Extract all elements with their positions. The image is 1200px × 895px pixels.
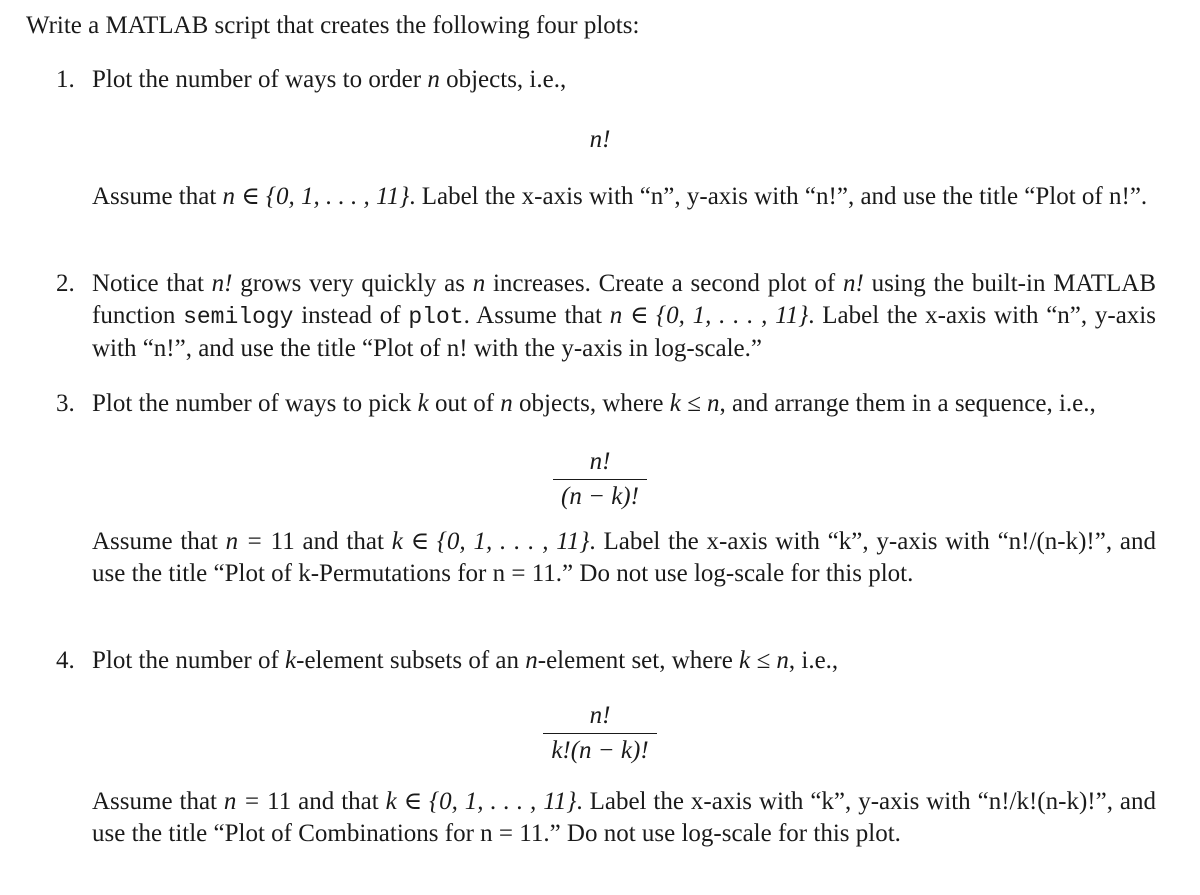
item-text: , and arrange them in a sequence, i.e., (719, 390, 1096, 417)
fraction-numerator: n! (589, 448, 611, 475)
math-var: n (525, 647, 538, 674)
code-semilogy: semilogy (183, 304, 294, 330)
item-text: grows very quickly as (232, 270, 473, 297)
formula-text: n! (589, 126, 611, 153)
fraction-numerator: n! (589, 702, 611, 729)
item-number: 1. (56, 66, 75, 93)
item-text: out of (428, 390, 501, 417)
item-text: Assume that (92, 183, 223, 210)
math-set: n ∈ {0, 1, . . . , 11} (609, 302, 809, 329)
math-set: k ∈ {0, 1, . . . , 11} (391, 528, 590, 555)
item-text: increases. Create a second plot of (485, 270, 843, 297)
item-text: . Label the x-axis with “n”, y-axis with “n!”, and use the title “Plot of n!”. (409, 183, 1148, 210)
formula-factorial (0, 124, 1200, 156)
math-eq: n = (225, 528, 271, 555)
math-var: n (472, 270, 486, 297)
item-number: 4. (56, 647, 75, 674)
math-ineq: k ≤ n (669, 390, 720, 417)
math-eq: n = (223, 788, 268, 815)
intro-text: Write a MATLAB script that creates the following four plots: (26, 12, 640, 39)
item-text: instead of (293, 302, 409, 329)
math-set: k ∈ {0, 1, . . . , 11} (385, 788, 577, 815)
item-text: 11 and that (267, 788, 386, 815)
item-text: Assume that (92, 528, 226, 555)
item-text: Plot the number of ways to order (92, 66, 428, 93)
math-var: n! (842, 270, 864, 297)
item-text: . Label the x-axis with “k”, y-axis with “n!/k!(n-k)!”, and use the title “Plot of Combinations for n = 11.” Do not use log-scale for this plot. (92, 788, 1156, 847)
item-text: . Label the x-axis with “n”, y-axis with “n!”, and use the title “Plot of n! with the y-axis in log-scale.” (92, 302, 1156, 362)
fraction (543, 700, 656, 767)
fraction-denominator: k!(n − k)! (551, 737, 649, 764)
item-number: 2. (56, 270, 75, 297)
fraction-bar (543, 733, 656, 734)
math-var: n (500, 390, 513, 417)
item-text: . Label the x-axis with “k”, y-axis with “n!/(n-k)!”, and use the title “Plot of k-Permutations for n = 11.” Do not use log-scale for this plot. (92, 528, 1156, 587)
math-set: n ∈ {0, 1, . . . , 11} (222, 183, 410, 210)
item-text: using the built-in MATLAB function (92, 270, 1156, 329)
math-var: k (417, 390, 429, 417)
item-text: objects, i.e., (439, 66, 567, 93)
item-text: Plot the number of ways to pick (92, 390, 418, 417)
formula-combinations (0, 700, 1200, 767)
fraction-bar (553, 479, 647, 480)
math-var: n (427, 66, 440, 93)
math-var: k (285, 647, 297, 674)
item-text: -element subsets of an (296, 647, 526, 674)
math-var: n! (211, 270, 233, 297)
item-number: 3. (56, 390, 75, 417)
item-text: . Assume that (463, 302, 610, 329)
math-ineq: k ≤ n (739, 647, 789, 674)
item-text: , i.e., (788, 647, 839, 674)
item-text: 11 and that (270, 528, 392, 555)
fraction-denominator: (n − k)! (561, 483, 639, 510)
code-plot: plot (408, 304, 464, 330)
item-text: Plot the number of (92, 647, 286, 674)
item-text: objects, where (512, 390, 670, 417)
formula-permutations (0, 446, 1200, 513)
item-text: -element set, where (537, 647, 740, 674)
item-text: Assume that (92, 788, 224, 815)
fraction (553, 446, 647, 513)
item-text: Notice that (92, 270, 212, 297)
